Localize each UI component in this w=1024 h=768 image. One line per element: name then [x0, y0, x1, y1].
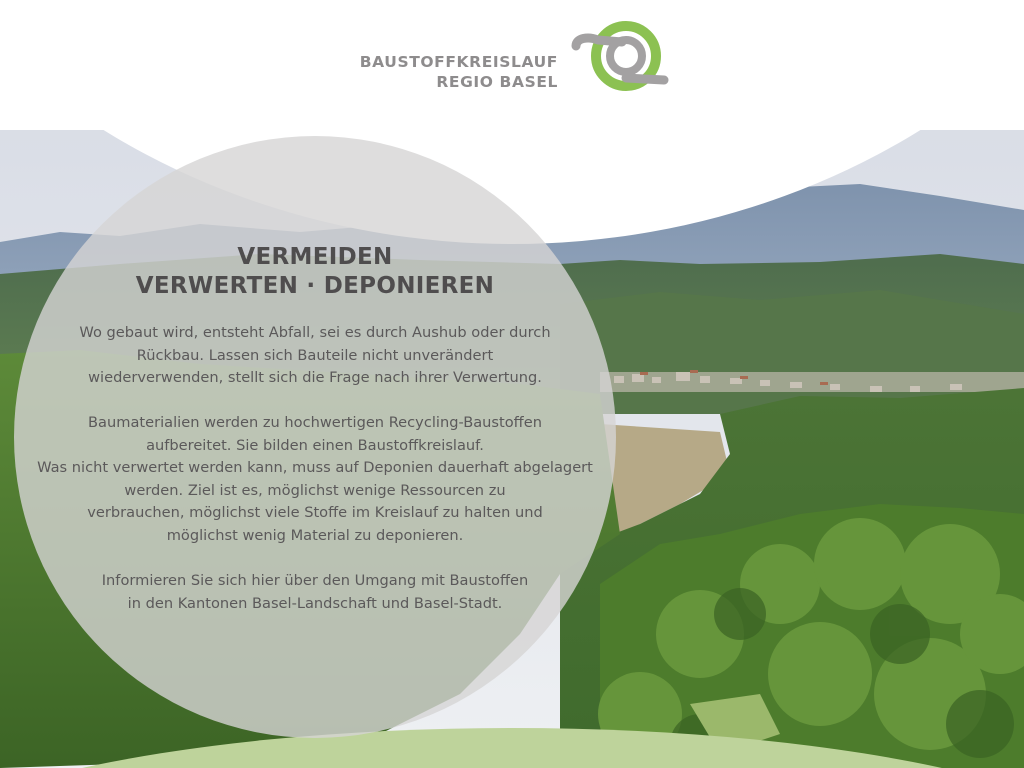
circular-arrow-logo-icon: [570, 18, 674, 98]
headline-line-1: VERMEIDEN: [237, 244, 393, 270]
intro-paragraph-2: [14, 412, 616, 547]
hero-headline: [14, 243, 616, 301]
paragraph-line: möglichst wenig Material zu deponieren.: [166, 526, 464, 544]
logo-line-1: BAUSTOFFKREISLAUF: [359, 53, 558, 71]
paragraph-line: in den Kantonen Basel-Landschaft und Basel-Stadt.: [127, 594, 503, 612]
paragraph-line: Baumaterialien werden zu hochwertigen Recycling-Baustoffen: [88, 414, 542, 431]
intro-circle: [14, 136, 616, 738]
logo-wordmark: [360, 52, 558, 92]
site-header: [0, 0, 1024, 130]
paragraph-line: verbrauchen, möglichst viele Stoffe im Kreislauf zu halten und: [87, 504, 543, 521]
intro-paragraph-1: [14, 322, 616, 390]
paragraph-line: Was nicht verwertet werden kann, muss auf Deponien dauerhaft abgelagert: [37, 459, 593, 476]
paragraph-line: wiederverwenden, stellt sich die Frage nach ihrer Verwertung.: [88, 369, 542, 386]
paragraph-line: werden. Ziel ist es, möglichst wenige Ressourcen zu: [124, 481, 506, 499]
logo-line-2: REGIO BASEL: [436, 73, 558, 91]
paragraph-line: Wo gebaut wird, entsteht Abfall, sei es durch Aushub oder durch: [79, 324, 551, 341]
intro-paragraph-3: [14, 570, 616, 615]
site-logo[interactable]: [350, 18, 680, 98]
headline-line-2: VERWERTEN · DEPONIEREN: [135, 273, 495, 299]
paragraph-line: Informieren Sie sich hier über den Umgang mit Baustoffen: [101, 572, 529, 589]
paragraph-line: aufbereitet. Sie bilden einen Baustoffkreislauf.: [146, 436, 484, 454]
paragraph-line: Rückbau. Lassen sich Bauteile nicht unverändert: [136, 346, 494, 364]
